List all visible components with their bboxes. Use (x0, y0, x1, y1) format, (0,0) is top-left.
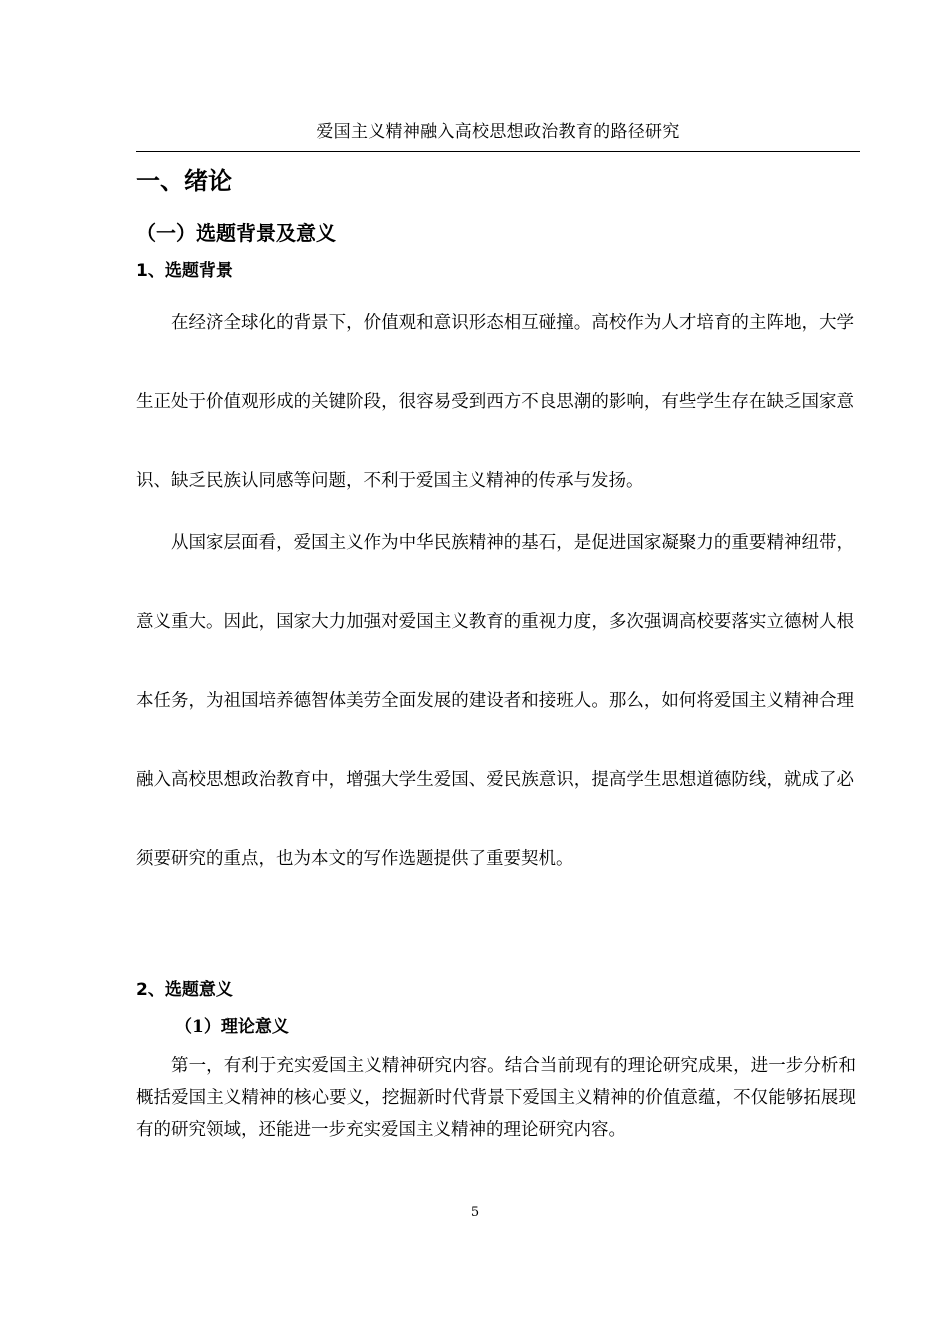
running-header-title: 爱国主义精神融入高校思想政治教育的路径研究 (316, 122, 680, 142)
section-heading: （一）选题背景及意义 (136, 221, 336, 245)
theory-significance-heading: （1）理论意义 (175, 1017, 289, 1037)
chapter-heading: 一、绪论 (136, 167, 232, 195)
background-paragraph-1: 在经济全球化的背景下，价值观和意识形态相互碰撞。高校作为人才培育的主阵地，大学生正处于价值观形成的关键阶段，很容易受到西方不良思潮的影响，有些学生存在缺乏国家意识、缺乏民族认同感等问题，不利于爱国主义精神的传承与发扬。 (136, 313, 854, 491)
theory-significance-paragraph: 第一，有利于充实爱国主义精神研究内容。结合当前现有的理论研究成果，进一步分析和概括爱国主义精神的核心要义，挖掘新时代背景下爱国主义精神的价值意蕴，不仅能够拓展现有的研究领域，还能进一步充实爱国主义精神的理论研究内容。 (136, 1056, 856, 1140)
subsection-heading-significance: 2、选题意义 (136, 980, 233, 1000)
header-rule (136, 151, 860, 152)
subsection-heading-background: 1、选题背景 (136, 261, 233, 281)
page-number: 5 (470, 1205, 480, 1220)
background-paragraph-2: 从国家层面看，爱国主义作为中华民族精神的基石，是促进国家凝聚力的重要精神纽带，意义重大。因此，国家大力加强对爱国主义教育的重视力度，多次强调高校要落实立德树人根本任务，为祖国培养德智体美劳全面发展的建设者和接班人。那么，如何将爱国主义精神合理融入高校思想政治教育中，增强大学生爱国、爱民族意识，提高学生思想道德防线，就成了必须要研究的重点，也为本文的写作选题提供了重要契机。 (136, 533, 854, 869)
